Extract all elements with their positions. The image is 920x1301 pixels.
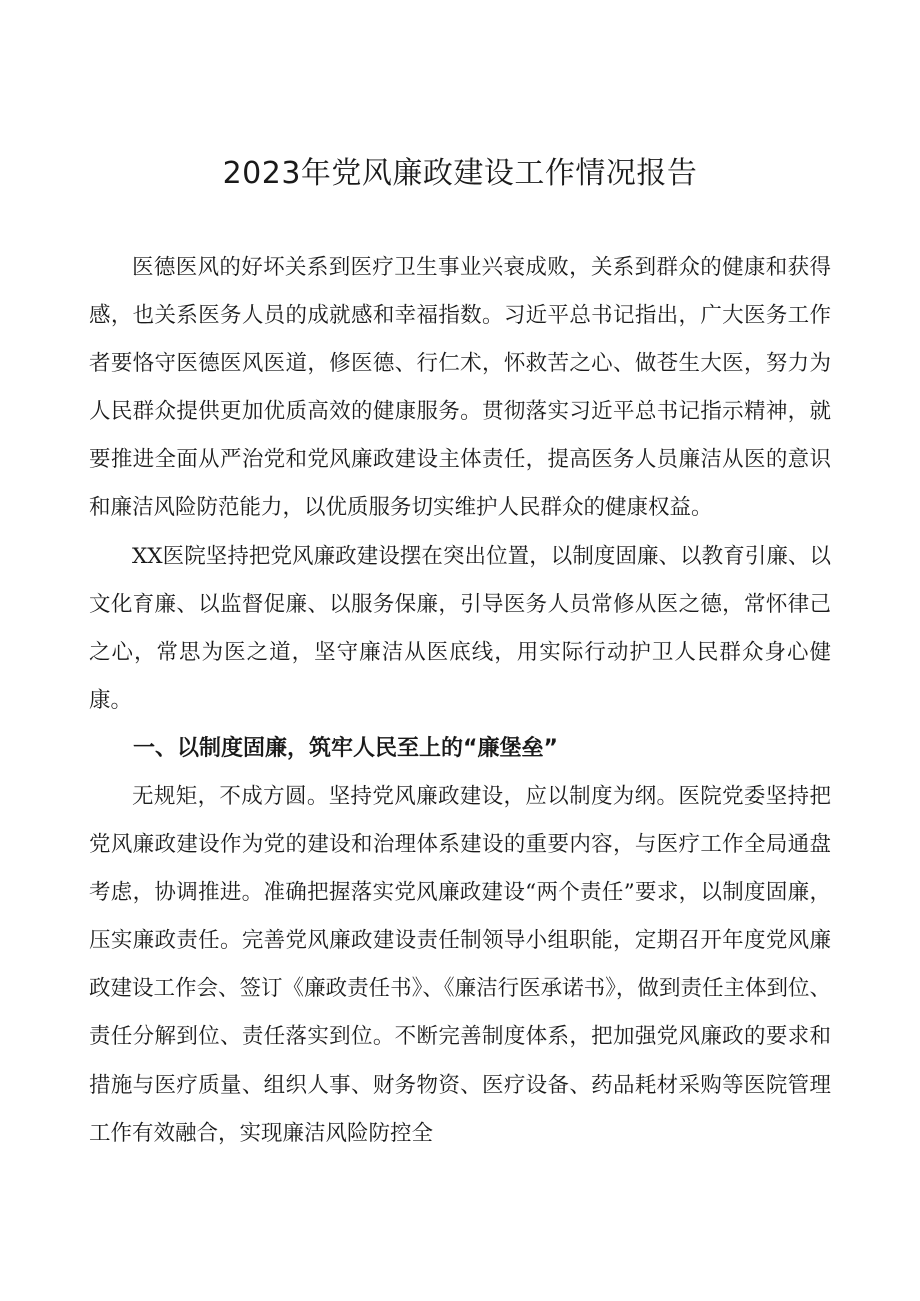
section-paragraph: 无规矩，不成方圆。坚持党风廉政建设，应以制度为纲。医院党委坚持把党风廉政建设作为党的建设和治理体系建设的重要内容，与医疗工作全局通盘考虑，协调推进。准确把握落实党风廉政建设“两个责任”要求，以制度固廉，压实廉政责任。完善党风廉政建设责任制领导小组职能，定期召开年度党风廉政建设工作会、签订《廉政责任书》、《廉洁行医承诺书》，做到责任主体到位、责任分解到位、责任落实到位。不断完善制度体系，把加强党风廉政的要求和措施与医疗质量、组织人事、财务物资、医疗设备、药品耗材采购等医院管理工作有效融合，实现廉洁风险防控全 xyxy=(89,783,831,1146)
document-body xyxy=(89,244,831,1158)
hospital-paragraph: XX医院坚持把党风廉政建设摆在突出位置，以制度固廉、以教育引廉、以文化育廉、以监督促廉、以服务保廉，引导医务人员常修从医之德，常怀律己之心，常思为医之道，坚守廉洁从医底线，用实际行动护卫人民群众身心健康。 xyxy=(89,543,831,713)
section-heading: 一、以制度固廉，筑牢人民至上的“廉堡垒” xyxy=(133,735,558,761)
document-title: 2023年党风廉政建设工作情况报告 xyxy=(222,156,698,191)
intro-paragraph: 医德医风的好坏关系到医疗卫生事业兴衰成败，关系到群众的健康和获得感，也关系医务人员的成就感和幸福指数。习近平总书记指出，广大医务工作者要恪守医德医风医道，修医德、行仁术，怀救苦之心、做苍生大医，努力为人民群众提供更加优质高效的健康服务。贯彻落实习近平总书记指示精神，就要推进全面从严治党和党风廉政建设主体责任，提高医务人员廉洁从医的意识和廉洁风险防范能力，以优质服务切实维护人民群众的健康权益。 xyxy=(89,255,831,521)
